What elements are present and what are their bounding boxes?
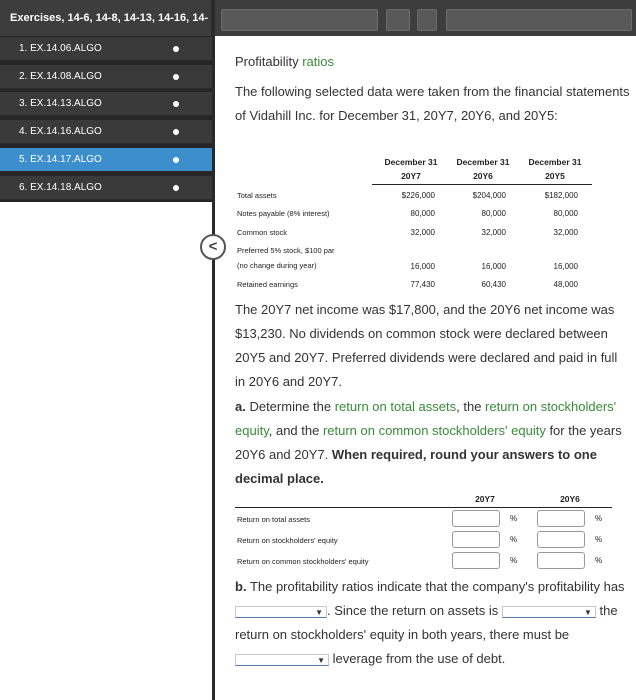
sidebar-item-ex-14-13[interactable] (0, 92, 212, 116)
table-column-header (450, 155, 516, 183)
part-a-text: , and the (268, 423, 323, 438)
table-row-label: Notes payable (8% interest) (237, 209, 330, 218)
part-b-text: leverage from the use of debt. (332, 651, 506, 666)
rocse-20y7-input[interactable] (452, 552, 500, 569)
sidebar-item-label: 5. EX.14.17.ALGO (19, 154, 102, 165)
percent-unit: % (595, 514, 603, 523)
answer-table-rule (235, 507, 612, 508)
dropdown-arrow-icon: ▼ (317, 655, 325, 665)
answer-row-label: Return on stockholders' equity (237, 536, 338, 545)
sidebar-item-ex-14-08[interactable] (0, 65, 212, 89)
toolbar-button-1[interactable] (221, 9, 378, 31)
return-comparison-dropdown[interactable] (502, 606, 596, 618)
roa-20y7-input[interactable] (452, 510, 500, 527)
return-on-total-assets-link[interactable]: return on total assets (334, 399, 457, 414)
answer-row-label: Return on common stockholders' equity (237, 557, 369, 566)
assignment-title: Exercises, 14-6, 14-8, 14-13, 14-16, 14- (10, 12, 209, 24)
percent-unit: % (595, 556, 603, 565)
percent-unit: % (595, 535, 603, 544)
section-title-text: Profitability (235, 54, 299, 69)
table-row-label: Total assets (237, 191, 277, 200)
toolbar-button-4[interactable] (446, 9, 632, 31)
table-header-rule (372, 184, 592, 185)
part-a-text: Determine the (245, 399, 335, 414)
return-on-stockholders-equity-link[interactable]: return on stockholders' equity (235, 399, 617, 438)
table-cell: 80,000 (410, 209, 435, 218)
table-row-label: Preferred 5% stock, $100 par (237, 246, 335, 255)
part-b-text: the return on stockholders' equity in both years, there must be (235, 603, 618, 642)
rounding-instruction: When required, round your answers to one decimal place. (235, 447, 597, 486)
header-line1: December 31 (528, 157, 582, 167)
sidebar-item-label: 3. EX.14.13.ALGO (19, 98, 102, 109)
percent-unit: % (510, 556, 518, 565)
part-a-instructions (235, 395, 631, 491)
header-line2: 20Y5 (545, 171, 565, 181)
rose-20y6-input[interactable] (537, 531, 585, 548)
status-dot-icon (173, 157, 179, 163)
sidebar-item-label: 2. EX.14.08.ALGO (19, 71, 102, 82)
collapse-sidebar-button[interactable] (200, 234, 226, 260)
percent-unit: % (510, 535, 518, 544)
header-line1: December 31 (384, 157, 438, 167)
rocse-20y6-input[interactable] (537, 552, 585, 569)
status-dot-icon (173, 101, 179, 107)
table-cell: 32,000 (410, 228, 435, 237)
sidebar-item-label: 1. EX.14.06.ALGO (19, 43, 102, 54)
header-line2: 20Y7 (401, 171, 421, 181)
table-cell: 48,000 (553, 280, 578, 289)
table-row-label-line2: (no change during year) (237, 261, 317, 270)
sidebar-item-ex-14-18[interactable] (0, 176, 212, 200)
sidebar-item-label: 4. EX.14.16.ALGO (19, 126, 102, 137)
header-line1: December 31 (456, 157, 510, 167)
table-cell: 16,000 (410, 262, 435, 271)
toolbar-button-2[interactable] (386, 9, 410, 31)
status-dot-icon (173, 46, 179, 52)
section-title-link[interactable]: ratios (302, 54, 334, 69)
part-a-text: , the (456, 399, 486, 414)
topbar-separator (211, 0, 215, 36)
table-cell: 16,000 (553, 262, 578, 271)
table-column-header (378, 155, 444, 183)
table-cell: 77,430 (410, 280, 435, 289)
panel-divider (212, 36, 215, 700)
header-line2: 20Y6 (473, 171, 493, 181)
dropdown-arrow-icon: ▼ (583, 607, 592, 617)
part-b-label: b. (235, 579, 247, 594)
table-cell: 16,000 (481, 262, 506, 271)
section-title (235, 54, 334, 69)
part-a-label: a. (235, 399, 246, 414)
roa-20y6-input[interactable] (537, 510, 585, 527)
answer-column-header: 20Y7 (475, 494, 495, 504)
part-b-text: The profitability ratios indicate that the company's profitability has (246, 579, 625, 594)
table-cell: 80,000 (553, 209, 578, 218)
profitability-trend-dropdown[interactable] (235, 606, 327, 618)
status-dot-icon (173, 74, 179, 80)
sidebar-item-label: 6. EX.14.18.ALGO (19, 182, 102, 193)
table-row-label: Retained earnings (237, 280, 298, 289)
table-cell: $226,000 (401, 191, 435, 200)
dropdown-arrow-icon: ▼ (315, 607, 323, 617)
toolbar-button-3[interactable] (417, 9, 437, 31)
sidebar-item-ex-14-06[interactable] (0, 37, 212, 61)
table-column-header (522, 155, 588, 183)
status-dot-icon (173, 185, 179, 191)
table-cell: 32,000 (481, 228, 506, 237)
net-income-paragraph: The 20Y7 net income was $17,800, and the 20Y6 net income was $13,230. No dividends on common stock were declared between 20Y5 and 20Y7. Preferred dividends were declared and paid in full in 20Y6 and 20Y7. (235, 302, 618, 389)
percent-unit: % (510, 514, 518, 523)
table-cell: 80,000 (481, 209, 506, 218)
leverage-dropdown[interactable] (235, 654, 329, 666)
answer-column-header: 20Y6 (560, 494, 580, 504)
top-bar (0, 0, 636, 36)
intro-paragraph: The following selected data were taken from the financial statements of Vidahill Inc. for December 31, 20Y7, 20Y6, and 20Y5: (235, 84, 630, 123)
sidebar-item-ex-14-16[interactable] (0, 120, 212, 144)
table-cell: 60,430 (481, 280, 506, 289)
table-cell: $204,000 (472, 191, 506, 200)
status-dot-icon (173, 129, 179, 135)
rose-20y7-input[interactable] (452, 531, 500, 548)
part-a-text: for the years 20Y6 and 20Y7. (235, 423, 622, 462)
table-cell: 32,000 (553, 228, 578, 237)
sidebar-item-ex-14-17[interactable] (0, 148, 212, 172)
part-b-instructions (235, 575, 631, 671)
table-cell: $182,000 (544, 191, 578, 200)
return-on-common-equity-link[interactable]: return on common stockholders' equity (322, 423, 546, 438)
answer-row-label: Return on total assets (237, 515, 310, 524)
chevron-left-icon: < (208, 238, 218, 255)
part-b-text: . Since the return on assets is (327, 603, 499, 618)
table-row-label: Common stock (237, 228, 288, 237)
